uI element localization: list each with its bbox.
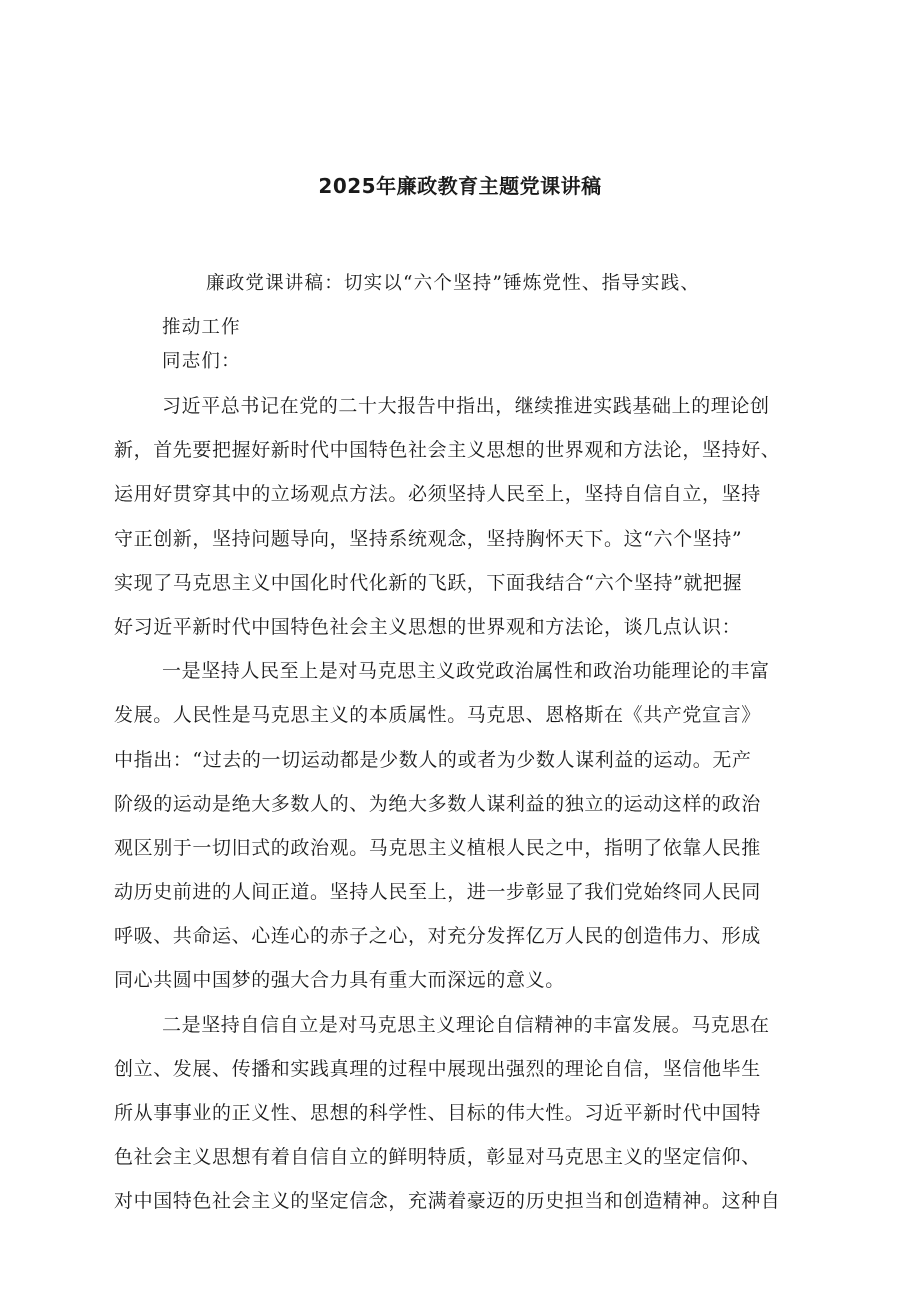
paragraph-intro (114, 384, 834, 649)
text-line: 好习近平新时代中国特色社会主义思想的世界观和方法论，谈几点认识： (114, 615, 742, 638)
text-line: 中指出：“过去的一切运动都是少数人的或者为少数人谋利益的运动。无产 (114, 748, 752, 771)
text-line: 色社会主义思想有着自信自立的鲜明特质，彰显对马克思主义的坚定信仰、 (114, 1146, 761, 1169)
text-line: 观区别于一切旧式的政治观。马克思主义植根人民之中，指明了依靠人民推 (114, 836, 761, 859)
text-line: 新，首先要把握好新时代中国特色社会主义思想的世界观和方法论，坚持好、 (114, 439, 781, 462)
text-line: 一是坚持人民至上是对马克思主义政党政治属性和政治功能理论的丰富 (162, 660, 770, 683)
text-line: 呼吸、共命运、心连心的赤子之心，对充分发挥亿万人民的创造伟力、形成 (114, 925, 761, 948)
text-line: 动历史前进的人间正道。坚持人民至上，进一步彰显了我们党始终同人民同 (114, 881, 761, 904)
paragraph-people-first (114, 649, 834, 1003)
text-line: 阶级的运动是绝大多数人的、为绝大多数人谋利益的独立的运动这样的政治 (114, 792, 761, 815)
document-subtitle (114, 262, 814, 350)
text-line: 守正创新，坚持问题导向，坚持系统观念，坚持胸怀天下。这“六个坚持” (114, 527, 743, 550)
paragraph-self-confidence (114, 1003, 834, 1224)
text-line: 对中国特色社会主义的坚定信念，充满着豪迈的历史担当和创造精神。这种自 (114, 1190, 781, 1213)
text-line: 所从事事业的正义性、思想的科学性、目标的伟大性。习近平新时代中国特 (114, 1102, 761, 1124)
text-line: 习近平总书记在党的二十大报告中指出，继续推进实践基础上的理论创 (162, 395, 770, 417)
document-title: 2025年廉政教育主题党课讲稿 (318, 174, 602, 198)
subtitle-line: 廉政党课讲稿：切实以“六个坚持”锤炼党性、指导实践、 (206, 273, 701, 294)
text-line: 运用好贯穿其中的立场观点方法。必须坚持人民至上，坚持自信自立，坚持 (114, 483, 761, 506)
subtitle-line: 推动工作 (162, 317, 241, 338)
text-line: 发展。人民性是马克思主义的本质属性。马克思、恩格斯在《共产党宣言》 (114, 704, 761, 727)
document-body (114, 384, 834, 1224)
text-line: 同心共圆中国梦的强大合力具有重大而深远的意义。 (114, 969, 565, 992)
text-line: 创立、发展、传播和实践真理的过程中展现出强烈的理论自信，坚信他毕生 (114, 1057, 761, 1080)
greeting: 同志们： (162, 351, 241, 372)
text-line: 实现了马克思主义中国化时代化新的飞跃，下面我结合“六个坚持”就把握 (114, 571, 743, 594)
text-line: 二是坚持自信自立是对马克思主义理论自信精神的丰富发展。马克思在 (162, 1013, 770, 1036)
